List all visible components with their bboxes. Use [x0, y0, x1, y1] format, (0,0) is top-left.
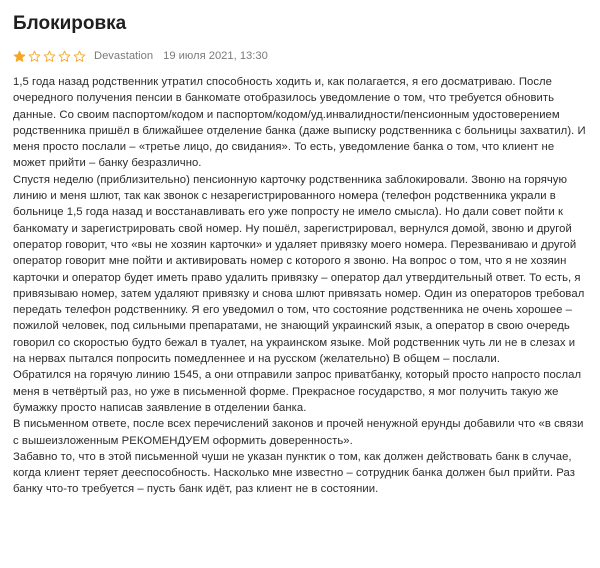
rating-stars [13, 50, 88, 63]
star-filled-icon [13, 50, 26, 63]
review-paragraph: 1,5 года назад родственник утратил способность ходить и, как полагается, я его досматриваю. После очередного получения пенсии в банкомате отобразилось уведомление о том, что требуется обновить данные. Со своим паспортом/кодом и паспортом/кодом/уд.инвалидности/пенсионным удостоверением родственника пришёл в ближайшее отделение банка (даже выписку родственника с больницы захватил). И меня просто послали – «третье лицо, до свидания». То есть, уведомление банка о том, что клиент не может прийти – банку безразлично. [13, 76, 586, 170]
review-paragraph: Спустя неделю (приблизительно) пенсионную карточку родственника заблокировали. Звоню на горячую линию и меня шлют, так как звонок с незарегистрированного номера (телефон родственника украли в больнице 1,5 года назад и восстанавливать его уже попросту не имело смысла). Но дали совет пойти к банкомату и зарегистрировать свой номер. Ну пошёл, зарегистрировал, вернулся домой, звоню и другой оператор говорит, что «вы не хозяин карточки» и удаляет привязку моего номера. Перезваниваю и другой оператор говорит мне пойти и активировать номер с которого я звоню. На вопрос о том, что я не хозяин карточки и оператор будет иметь право удалить привязку – оператор дал утвердительный ответ. То есть, я привязываю номер, затем удаляют привязку и снова шлют привязать номер. Один из операторов требовал передать телефон родственнику. Я его уведомил о том, что состояние родственника не очень хорошее – пожилой человек, под сильными препаратами, не знающий украинский язык, а оператор в свою очередь говорил со скоростью будто бежал в туалет, на украинском языке. Мой родственник чуть ли не в слезах и на нервах пытался попросить помедленнее и на русском (желательно) В общем – послали. [13, 173, 585, 366]
review-title: Блокировка [13, 13, 127, 34]
star-empty-icon [43, 50, 56, 63]
star-empty-icon [28, 50, 41, 63]
review-paragraph: Забавно то, что в этой письменной чуши не указан пунктик о том, как должен действовать банк в случае, когда клиент теряет дееспособность. Насколько мне известно – сотрудник банка должен был прийти. Раз банку что-то требуется – пусть банк идёт, раз клиент не в состоянии. [13, 450, 575, 496]
review-paragraph: Обратился на горячую линию 1545, а они отправили запрос приватбанку, который просто напросто послал меня в четвёртый раз, но уже в письменной форме. Прекрасное государство, я мог получить такую же бумажку просто написав заявление в отделении банка. [13, 369, 582, 414]
star-empty-icon [58, 50, 71, 63]
review-date: 19 июля 2021, 13:30 [163, 50, 268, 62]
review-meta [13, 48, 588, 64]
review-body [13, 74, 588, 498]
star-empty-icon [73, 50, 86, 63]
review-paragraph: В письменном ответе, после всех перечислений законов и прочей ненужной ерунды добавили что «в связи с вышеизложенным РЕКОМЕНДУЕМ оформить доверенность». [13, 418, 584, 447]
review-author[interactable]: Devastation [94, 50, 154, 62]
